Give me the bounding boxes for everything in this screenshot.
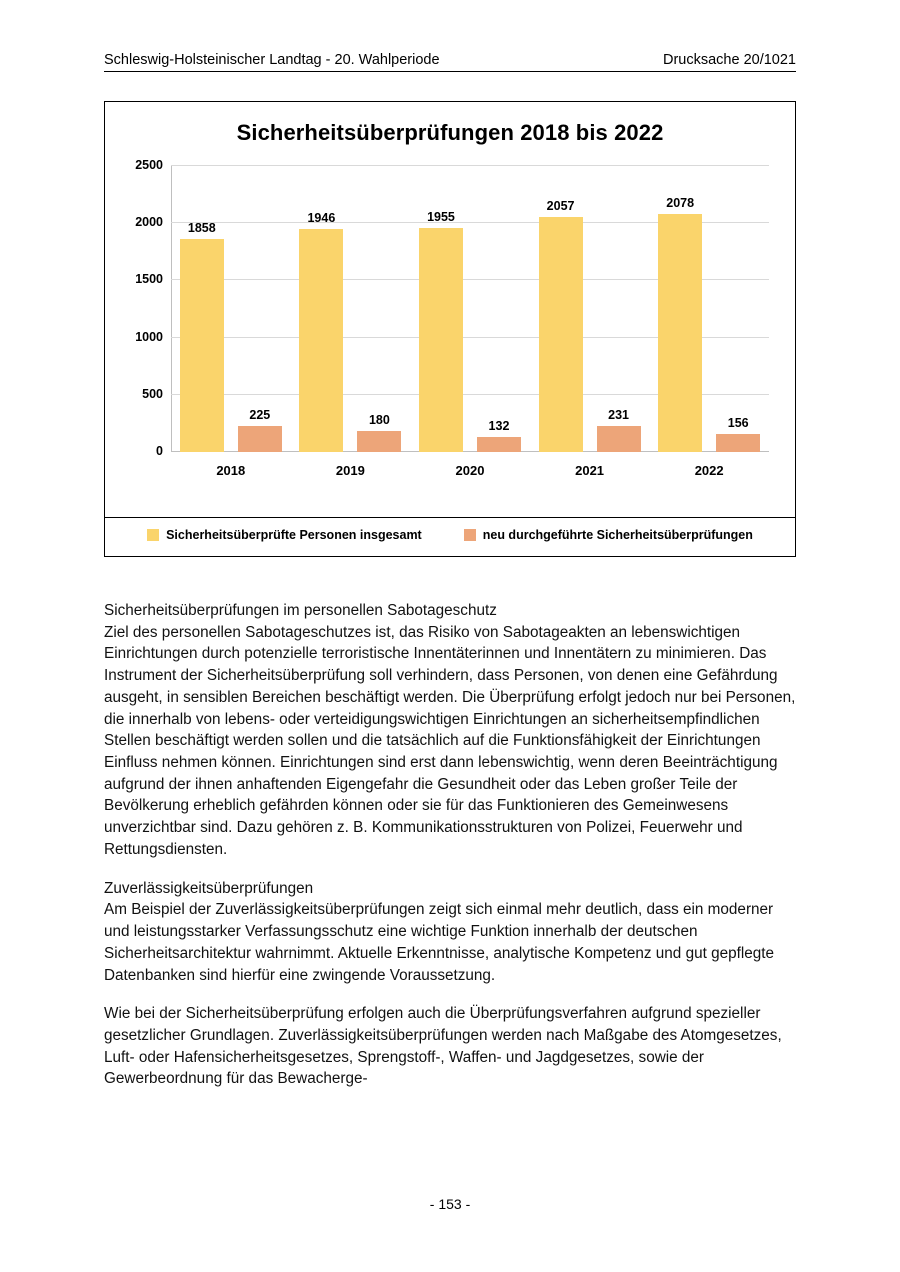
- bar-new: [597, 166, 641, 452]
- bar-fill: [419, 228, 463, 452]
- bar-total: [180, 166, 224, 452]
- header-right-text: Drucksache 20/1021: [663, 52, 796, 68]
- y-axis-tick-label: 2000: [135, 215, 163, 230]
- y-axis-tick-label: 1500: [135, 272, 163, 287]
- bar-fill: [238, 426, 282, 452]
- x-axis-tick-label: 2021: [575, 463, 605, 478]
- paragraph-1: Ziel des personellen Sabotageschutzes ist, das Risiko von Sabotageakten an lebenswichtigen Einrichtungen durch potenzielle terroristische Innentäterinnen und Innentätern zu minimieren. Das Instrument der Sicherheitsüberprüfung soll verhindern, dass Personen, von denen eine Gefährdung ausgeht, in sensiblen Bereichen beschäftigt werden. Die Überprüfung erfolgt jedoch nur bei Personen, die innerhalb von lebens- oder verteidigungswichtigen Einrichtungen an sicherheitsempfindlichen Stellen beschäftigt werden sollen und die tatsächlich auf die Funktionsfähigkeit der Einrichtungen Einfluss nehmen können. Einrichtungen sind erst dann lebenswichtig, wenn deren Beeinträchtigung aufgrund der ihnen anhaftenden Eigengefahr die Gesundheit oder das Leben großer Teile der Bevölkerung erheblich gefährden können oder sie für das Funktionieren des Gemeinwesens unverzichtbar sind. Dazu gehören z. B. Kommunikationsstrukturen von Polizei, Feuerwehr und Rettungsdiensten.: [104, 623, 796, 858]
- bar-total: [658, 166, 702, 452]
- header-left-text: Schleswig-Holsteinischer Landtag - 20. Wahlperiode: [104, 52, 440, 68]
- bar-value-label: 180: [368, 413, 390, 428]
- bar-total: [539, 166, 583, 452]
- page-number: - 153 -: [429, 1196, 471, 1212]
- bar-group: [530, 166, 650, 452]
- bar-value-label: 231: [608, 407, 630, 422]
- bar-fill: [597, 426, 641, 452]
- bar-value-label: 2057: [546, 198, 575, 213]
- bar-fill: [477, 437, 521, 452]
- document-header: [104, 52, 796, 72]
- section-subheading-1: Sicherheitsüberprüfungen im personellen Sabotageschutz: [104, 602, 497, 619]
- bar-fill: [299, 229, 343, 452]
- bar-fill: [539, 217, 583, 452]
- bar-total: [419, 166, 463, 452]
- bar-value-label: 1946: [307, 211, 336, 226]
- chart-title: Sicherheitsüberprüfungen 2018 bis 2022: [236, 120, 664, 145]
- bar-value-label: 132: [488, 418, 510, 433]
- y-axis-tick-label: 500: [142, 386, 163, 401]
- page-footer: [0, 1196, 900, 1212]
- y-axis-tick-label: 1000: [135, 329, 163, 344]
- bar-group: [171, 166, 291, 452]
- bar-groups: [171, 166, 769, 452]
- bar-new: [716, 166, 760, 452]
- bar-fill: [180, 239, 224, 452]
- bar-group: [291, 166, 411, 452]
- legend-label-total: Sicherheitsüberprüfte Personen insgesamt: [166, 528, 422, 542]
- chart-plot-area: [135, 158, 769, 458]
- x-axis-tick-label: 2020: [455, 463, 485, 478]
- legend-item-total: [147, 528, 422, 542]
- paragraph-2: Am Beispiel der Zuverlässigkeitsüberprüfungen zeigt sich einmal mehr deutlich, dass ein moderner und leistungsstarker Verfassungsschutz eine wichtige Funktion innerhalb der deutschen Sicherheitsarchitektur wahrnimmt. Aktuelle Erkenntnisse, analytische Kompetenz und gut gepflegte Datenbanken sind hierfür eine zwingende Voraussetzung.: [104, 901, 775, 984]
- legend-swatch-icon: [464, 529, 476, 541]
- paragraph-3: Wie bei der Sicherheitsüberprüfung erfolgen auch die Überprüfungsverfahren aufgrund spezieller gesetzlicher Grundlagen. Zuverlässigkeitsüberprüfungen werden nach Maßgabe des Atomgesetzes, Luft- oder Hafensicherheitsgesetzes, Sprengstoff-, Waffen- und Jagdgesetzes, sowie der Gewerbeordnung für das Bewacherge-: [104, 1005, 782, 1088]
- x-axis-tick-label: 2018: [216, 463, 246, 478]
- x-axis-labels: [171, 463, 769, 478]
- bar-value-label: 225: [249, 408, 271, 423]
- bar-group: [410, 166, 530, 452]
- y-axis-tick-label: 2500: [135, 158, 163, 172]
- bar-value-label: 2078: [666, 196, 695, 211]
- document-body: [104, 600, 798, 1090]
- bar-group: [649, 166, 769, 452]
- legend-swatch-icon: [147, 529, 159, 541]
- bar-value-label: 1955: [427, 210, 455, 225]
- chart-legend: [105, 517, 795, 542]
- section-subheading-2: Zuverlässigkeitsüberprüfungen: [104, 879, 314, 897]
- bar-new: [477, 166, 521, 452]
- y-axis-tick-label: 0: [156, 444, 163, 458]
- bar-new: [238, 166, 282, 452]
- legend-label-new: neu durchgeführte Sicherheitsüberprüfungen: [482, 528, 753, 542]
- chart-plot-wrapper: [123, 160, 777, 490]
- legend-item-new: [464, 528, 753, 542]
- bar-fill: [658, 214, 702, 452]
- bar-total: [299, 166, 343, 452]
- x-axis-tick-label: 2019: [335, 463, 365, 478]
- x-axis-tick-label: 2022: [694, 463, 724, 478]
- bar-new: [357, 166, 401, 452]
- bar-fill: [716, 434, 760, 452]
- bar-value-label: 156: [727, 416, 749, 431]
- bar-value-label: 1858: [187, 221, 216, 236]
- bar-fill: [357, 431, 401, 452]
- chart-container: [104, 101, 796, 557]
